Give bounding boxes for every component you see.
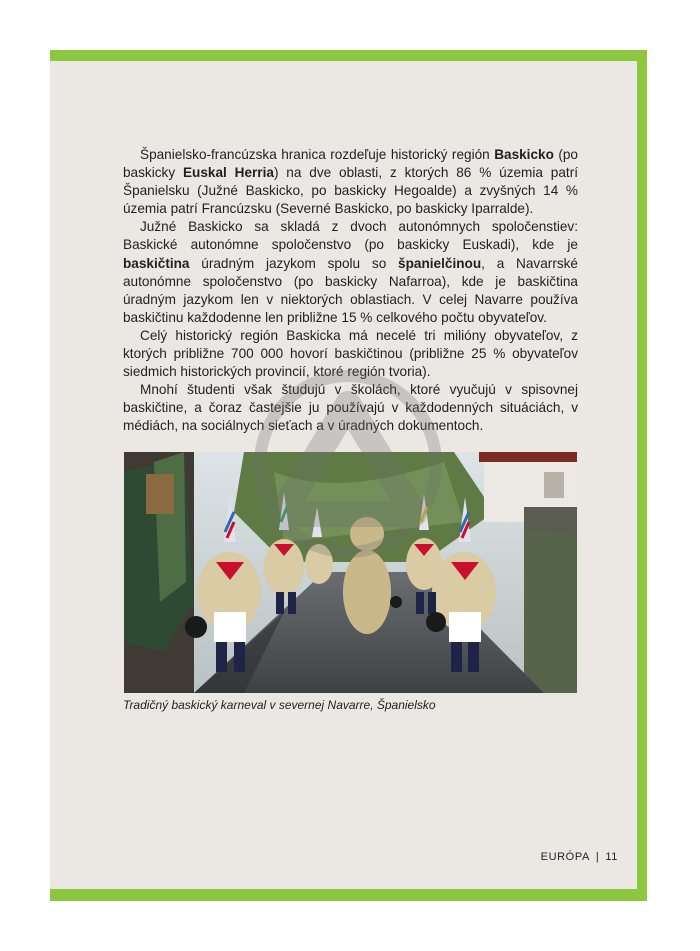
paragraph-1: [123, 146, 578, 218]
text-run: Južné Baskicko sa skladá z dvoch autonómnych spoločenstiev: Baskické autonómne spoločenstvo (po baskicky Euskadi), kde je: [123, 219, 578, 253]
bold-term: baskičtina: [123, 255, 190, 271]
text-run: (po baskicky: [123, 147, 578, 181]
text-run: ) na dve oblasti, z ktorých 86 % územia patrí Španielsku (Južné Baskicko, po baskicky Hegoalde) a zvyšných 14 % územia patrí Francúzsku (Severné Baskicko, po baskicky Iparralde).: [123, 165, 578, 217]
watermark-logo-icon: [222, 364, 474, 564]
text-run: Španielsko-francúzska hranica rozdeľuje historický región: [140, 147, 495, 162]
footer-section: EURÓPA: [540, 851, 590, 863]
photo-caption: Tradičný baskický karneval v severnej Navarre, Španielsko: [123, 698, 436, 712]
text-run: Mnohí študenti však študujú v školách, ktoré vyučujú v spisovnej baskičtine, a čoraz častejšie ju používajú v každodenných situáciách, v médiách, na sociálnych sieťach a v úradných dokumentoch.: [123, 382, 578, 434]
bold-term: španielčinou: [398, 255, 482, 271]
bottom-accent-bar: [50, 889, 647, 901]
top-accent-bar: [50, 50, 647, 61]
bold-term: Baskicko: [494, 147, 554, 162]
paragraph-2: [123, 218, 578, 327]
text-run: úradným jazykom spolu so: [189, 255, 399, 271]
right-accent-bar: [637, 50, 647, 901]
page-number: 11: [605, 851, 618, 863]
footer-separator: |: [595, 851, 600, 863]
page-footer: [541, 851, 618, 863]
text-run: , a Navarrské autonómne spoločenstvo (po baskicky Nafarroa), kde je baskičtina úradným jazykom len v niektorých oblastiach. V celej Navarre používa baskičtinu každodenne len približne 15 % celkového počtu obyvateľov.: [123, 255, 578, 325]
text-run: Celý historický región Baskicka má necelé tri milióny obyvateľov, z ktorých približne 700 000 hovorí baskičtinou (približne 25 % obyvateľov siedmich historických provincií, ktoré región tvoria).: [123, 327, 578, 380]
bold-term: Euskal Herria: [182, 165, 274, 181]
